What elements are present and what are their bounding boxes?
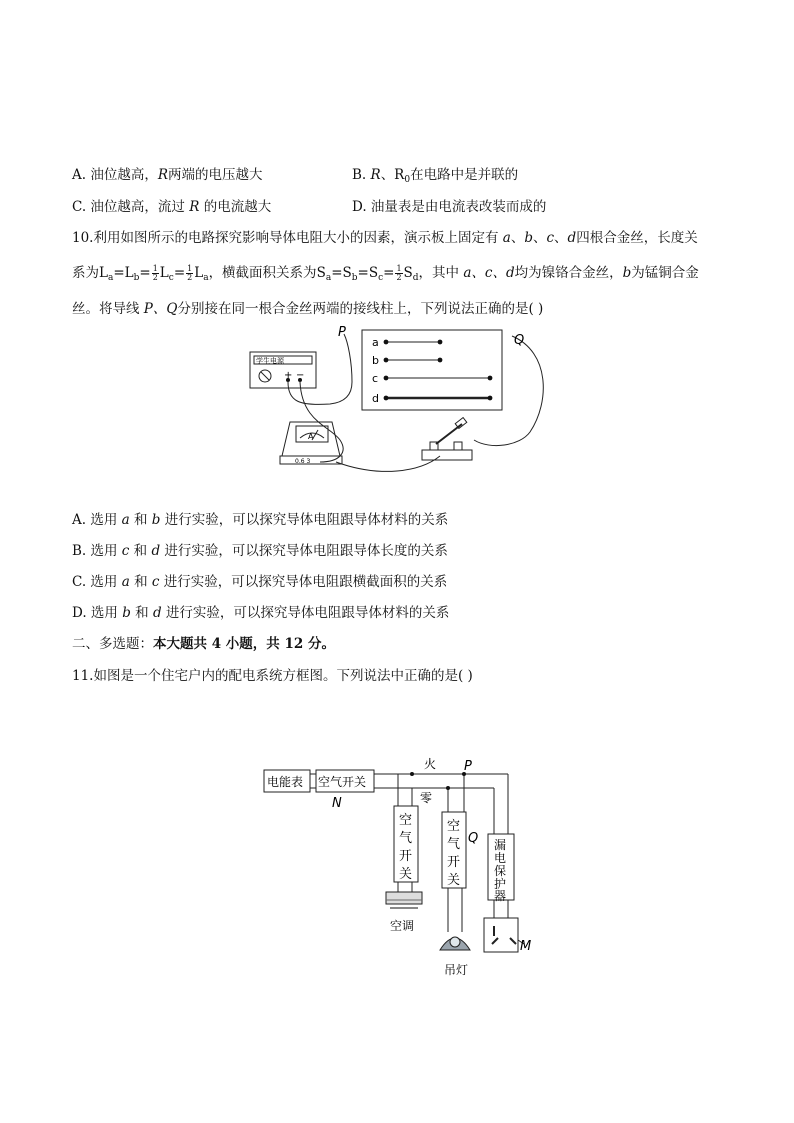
power-supply-label: 学生电源 <box>256 357 284 365</box>
svg-text:器: 器 <box>494 889 507 903</box>
lamp-label: 吊灯 <box>444 963 469 977</box>
svg-text:气: 气 <box>399 831 413 846</box>
label-P: P <box>464 759 472 774</box>
section-2-header: 二、多选题：本大题共 4 小题，共 12 分。 <box>72 636 335 652</box>
svg-text:空: 空 <box>399 813 413 828</box>
wire-label-a: a <box>372 336 379 349</box>
minus-sign: − <box>296 370 305 381</box>
live-wire-label: 火 <box>424 757 437 771</box>
q9-option-c: C. 油位越高，流过 R 的电流越大 <box>72 199 272 215</box>
ammeter-label: A <box>308 432 314 441</box>
length-relation: $L_a=L_b=$ $\frac{1}{2}$ $L_c=$ $\frac{1}{2}$ $L_a$ <box>99 264 209 283</box>
label-Q: Q <box>468 831 479 846</box>
svg-text:开: 开 <box>447 855 461 870</box>
q10-option-b: B. 选用 c 和 d 进行实验，可以探究导体电阻跟导体长度的关系 <box>72 543 448 559</box>
air-conditioner-icon <box>386 892 422 904</box>
svg-text:保: 保 <box>494 864 507 878</box>
svg-text:关: 关 <box>399 867 413 882</box>
knife-switch <box>422 450 472 460</box>
q9-option-a: A. 油位越高，R两端的电压越大 <box>72 167 263 183</box>
q10-option-a: A. 选用 a 和 b 进行实验，可以探究导体电阻跟导体材料的关系 <box>72 512 449 528</box>
ac-label: 空调 <box>390 919 415 933</box>
q9-option-b: B. R、$R_0$在电路中是并联的 <box>352 167 519 185</box>
q9-option-d: D. 油量表是由电流表改装而成的 <box>352 199 547 215</box>
svg-text:开: 开 <box>399 849 413 864</box>
label-Q: Q <box>514 333 525 348</box>
svg-text:气: 气 <box>447 837 461 852</box>
wire-label-b: b <box>372 354 379 367</box>
wire-label-d: d <box>372 392 379 405</box>
neutral-wire-label: 零 <box>420 791 433 805</box>
label-M: M <box>520 939 532 954</box>
plus-sign: + <box>284 370 293 381</box>
q10-option-d: D. 选用 b 和 d 进行实验，可以探究导体电阻跟导体材料的关系 <box>72 605 450 621</box>
main-switch-label: 空气开关 <box>318 775 367 789</box>
area-relation: $S_a=S_b=S_c=$ $\frac{1}{2}$ $S_d$ <box>316 264 419 283</box>
wire-label-c: c <box>372 372 379 385</box>
label-N: N <box>332 796 342 811</box>
ammeter-terminals: 0.6 3 <box>295 458 311 465</box>
q11-stem: 11.如图是一个住宅户内的配电系统方框图。下列说法中正确的是( ) <box>72 668 473 684</box>
q10-option-c: C. 选用 a 和 c 进行实验，可以探究导体电阻跟横截面积的关系 <box>72 574 448 590</box>
svg-text:漏: 漏 <box>494 838 507 852</box>
svg-text:空: 空 <box>447 819 461 834</box>
meter-label: 电能表 <box>267 775 304 789</box>
svg-text:护: 护 <box>494 877 507 891</box>
q10-stem-line2: 系为$L_a=L_b=$ $\frac{1}{2}$ $L_c=$ $\frac{1}{2}$ $L_a$，横截面积关系为$S_a=S_b=S_c=$ $\frac{1}{2}$ $S_d$，其中 a、c、d均为镍铬合金丝，b为锰铜合金 <box>72 264 699 283</box>
svg-text:关: 关 <box>447 873 461 888</box>
q11-distribution-diagram <box>258 750 548 985</box>
label-P: P <box>338 325 346 340</box>
svg-text:电: 电 <box>494 851 507 865</box>
q10-circuit-figure <box>240 322 560 480</box>
q10-stem-line1: 10.利用如图所示的电路探究影响导体电阻大小的因素，演示板上固定有 a、b、c、d四根合金丝，长度关 <box>72 230 698 246</box>
q10-stem-line3: 丝。将导线 P、Q分别接在同一根合金丝两端的接线柱上，下列说法正确的是( ) <box>72 301 544 317</box>
socket-icon <box>484 918 518 952</box>
